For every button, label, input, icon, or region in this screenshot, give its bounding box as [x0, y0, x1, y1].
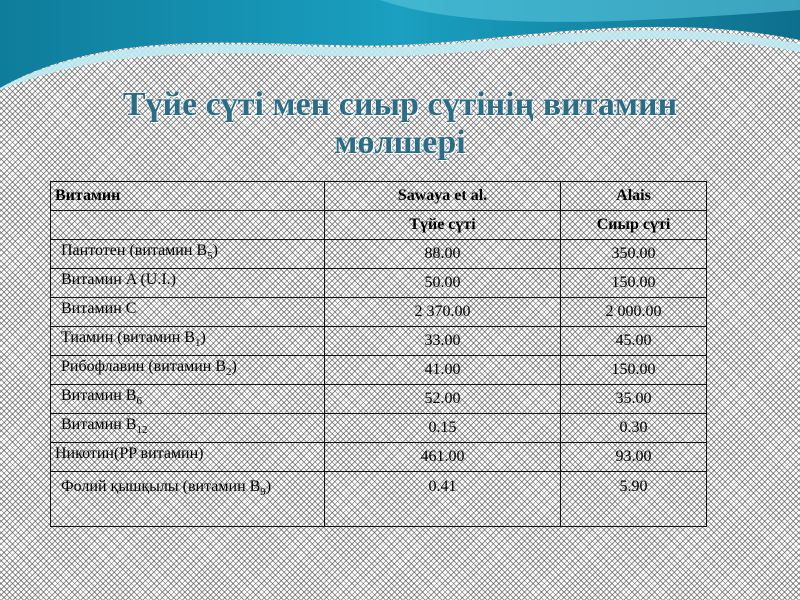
decorative-wave-banner	[0, 0, 800, 90]
vitamin-name-cell	[51, 472, 325, 527]
slide-title: Түйе сүті мен сиыр сүтінің витамин мөлшері	[122, 86, 678, 161]
camel-milk-value: 88.00	[325, 240, 561, 269]
vitamin-name: Витамин C	[61, 300, 137, 318]
vitamin-subscript: 6	[136, 395, 142, 408]
camel-milk-value: 50.00	[325, 269, 561, 298]
cow-milk-value: 35.00	[561, 385, 707, 414]
cow-milk-value: 150.00	[561, 356, 707, 385]
table-subheader-row	[51, 211, 707, 240]
table-row	[51, 240, 707, 269]
camel-milk-value: 52.00	[325, 385, 561, 414]
table-row	[51, 414, 707, 443]
camel-milk-value: 41.00	[325, 356, 561, 385]
vitamin-name-cell	[51, 269, 325, 298]
vitamin-subscript: 5	[207, 250, 213, 263]
camel-milk-value: 33.00	[325, 327, 561, 356]
cow-milk-value: 2 000.00	[561, 298, 707, 327]
subheader-camel-milk: Түйе сүті	[325, 211, 561, 240]
camel-milk-value: 0.15	[325, 414, 561, 443]
table-row	[51, 298, 707, 327]
table-row	[51, 472, 707, 527]
table-row	[51, 356, 707, 385]
vitamin-table-container	[50, 181, 706, 527]
table-body	[51, 240, 707, 527]
subheader-empty	[51, 211, 325, 240]
vitamin-name: Фолий қышқылы (витамин B	[61, 478, 261, 495]
cow-milk-value: 0.30	[561, 414, 707, 443]
vitamin-name-suffix: )	[231, 358, 237, 376]
vitamin-name-suffix: )	[265, 478, 272, 495]
cow-milk-value: 93.00	[561, 443, 707, 472]
vitamin-subscript: 9	[260, 486, 266, 499]
cow-milk-value: 45.00	[561, 327, 707, 356]
table-row	[51, 443, 707, 472]
subheader-cow-milk: Сиыр сүті	[561, 211, 707, 240]
camel-milk-value: 461.00	[325, 443, 561, 472]
vitamin-subscript: 1	[194, 337, 201, 350]
vitamin-name-cell	[51, 385, 325, 414]
camel-milk-value: 0.41	[325, 472, 561, 527]
vitamin-name-cell	[51, 414, 325, 443]
header-vitamin: Витамин	[51, 182, 325, 211]
vitamin-name: Витамин B	[61, 387, 137, 405]
table-row	[51, 327, 707, 356]
vitamin-subscript: 12	[136, 424, 148, 437]
vitamin-name-cell	[51, 327, 325, 356]
cow-milk-value: 350.00	[561, 240, 707, 269]
table-row	[51, 269, 707, 298]
camel-milk-value: 2 370.00	[325, 298, 561, 327]
cow-milk-value: 150.00	[561, 269, 707, 298]
header-source-sawaya: Sawaya et al.	[325, 182, 561, 211]
vitamin-name: Пантотен (витамин B	[61, 242, 208, 260]
vitamin-name: Витамин A (U.I.)	[61, 271, 176, 289]
table-row	[51, 385, 707, 414]
vitamin-name: Витамин B	[61, 416, 137, 434]
header-source-alais: Alais	[561, 182, 707, 211]
vitamin-name-cell	[51, 298, 325, 327]
vitamin-name-suffix: )	[200, 329, 206, 347]
vitamin-name-cell	[51, 240, 325, 269]
vitamin-name-suffix: )	[212, 242, 218, 260]
vitamin-table	[50, 181, 707, 527]
vitamin-subscript: 2	[226, 366, 232, 379]
vitamin-name: Никотин(PP витамин)	[55, 445, 204, 463]
cow-milk-value: 5.90	[561, 472, 707, 527]
vitamin-name-cell	[51, 356, 325, 385]
vitamin-name-cell	[51, 443, 325, 472]
vitamin-name: Рибофлавин (витамин B	[61, 358, 226, 376]
vitamin-name: Тиамин (витамин B	[61, 329, 195, 347]
table-header-row	[51, 182, 707, 211]
